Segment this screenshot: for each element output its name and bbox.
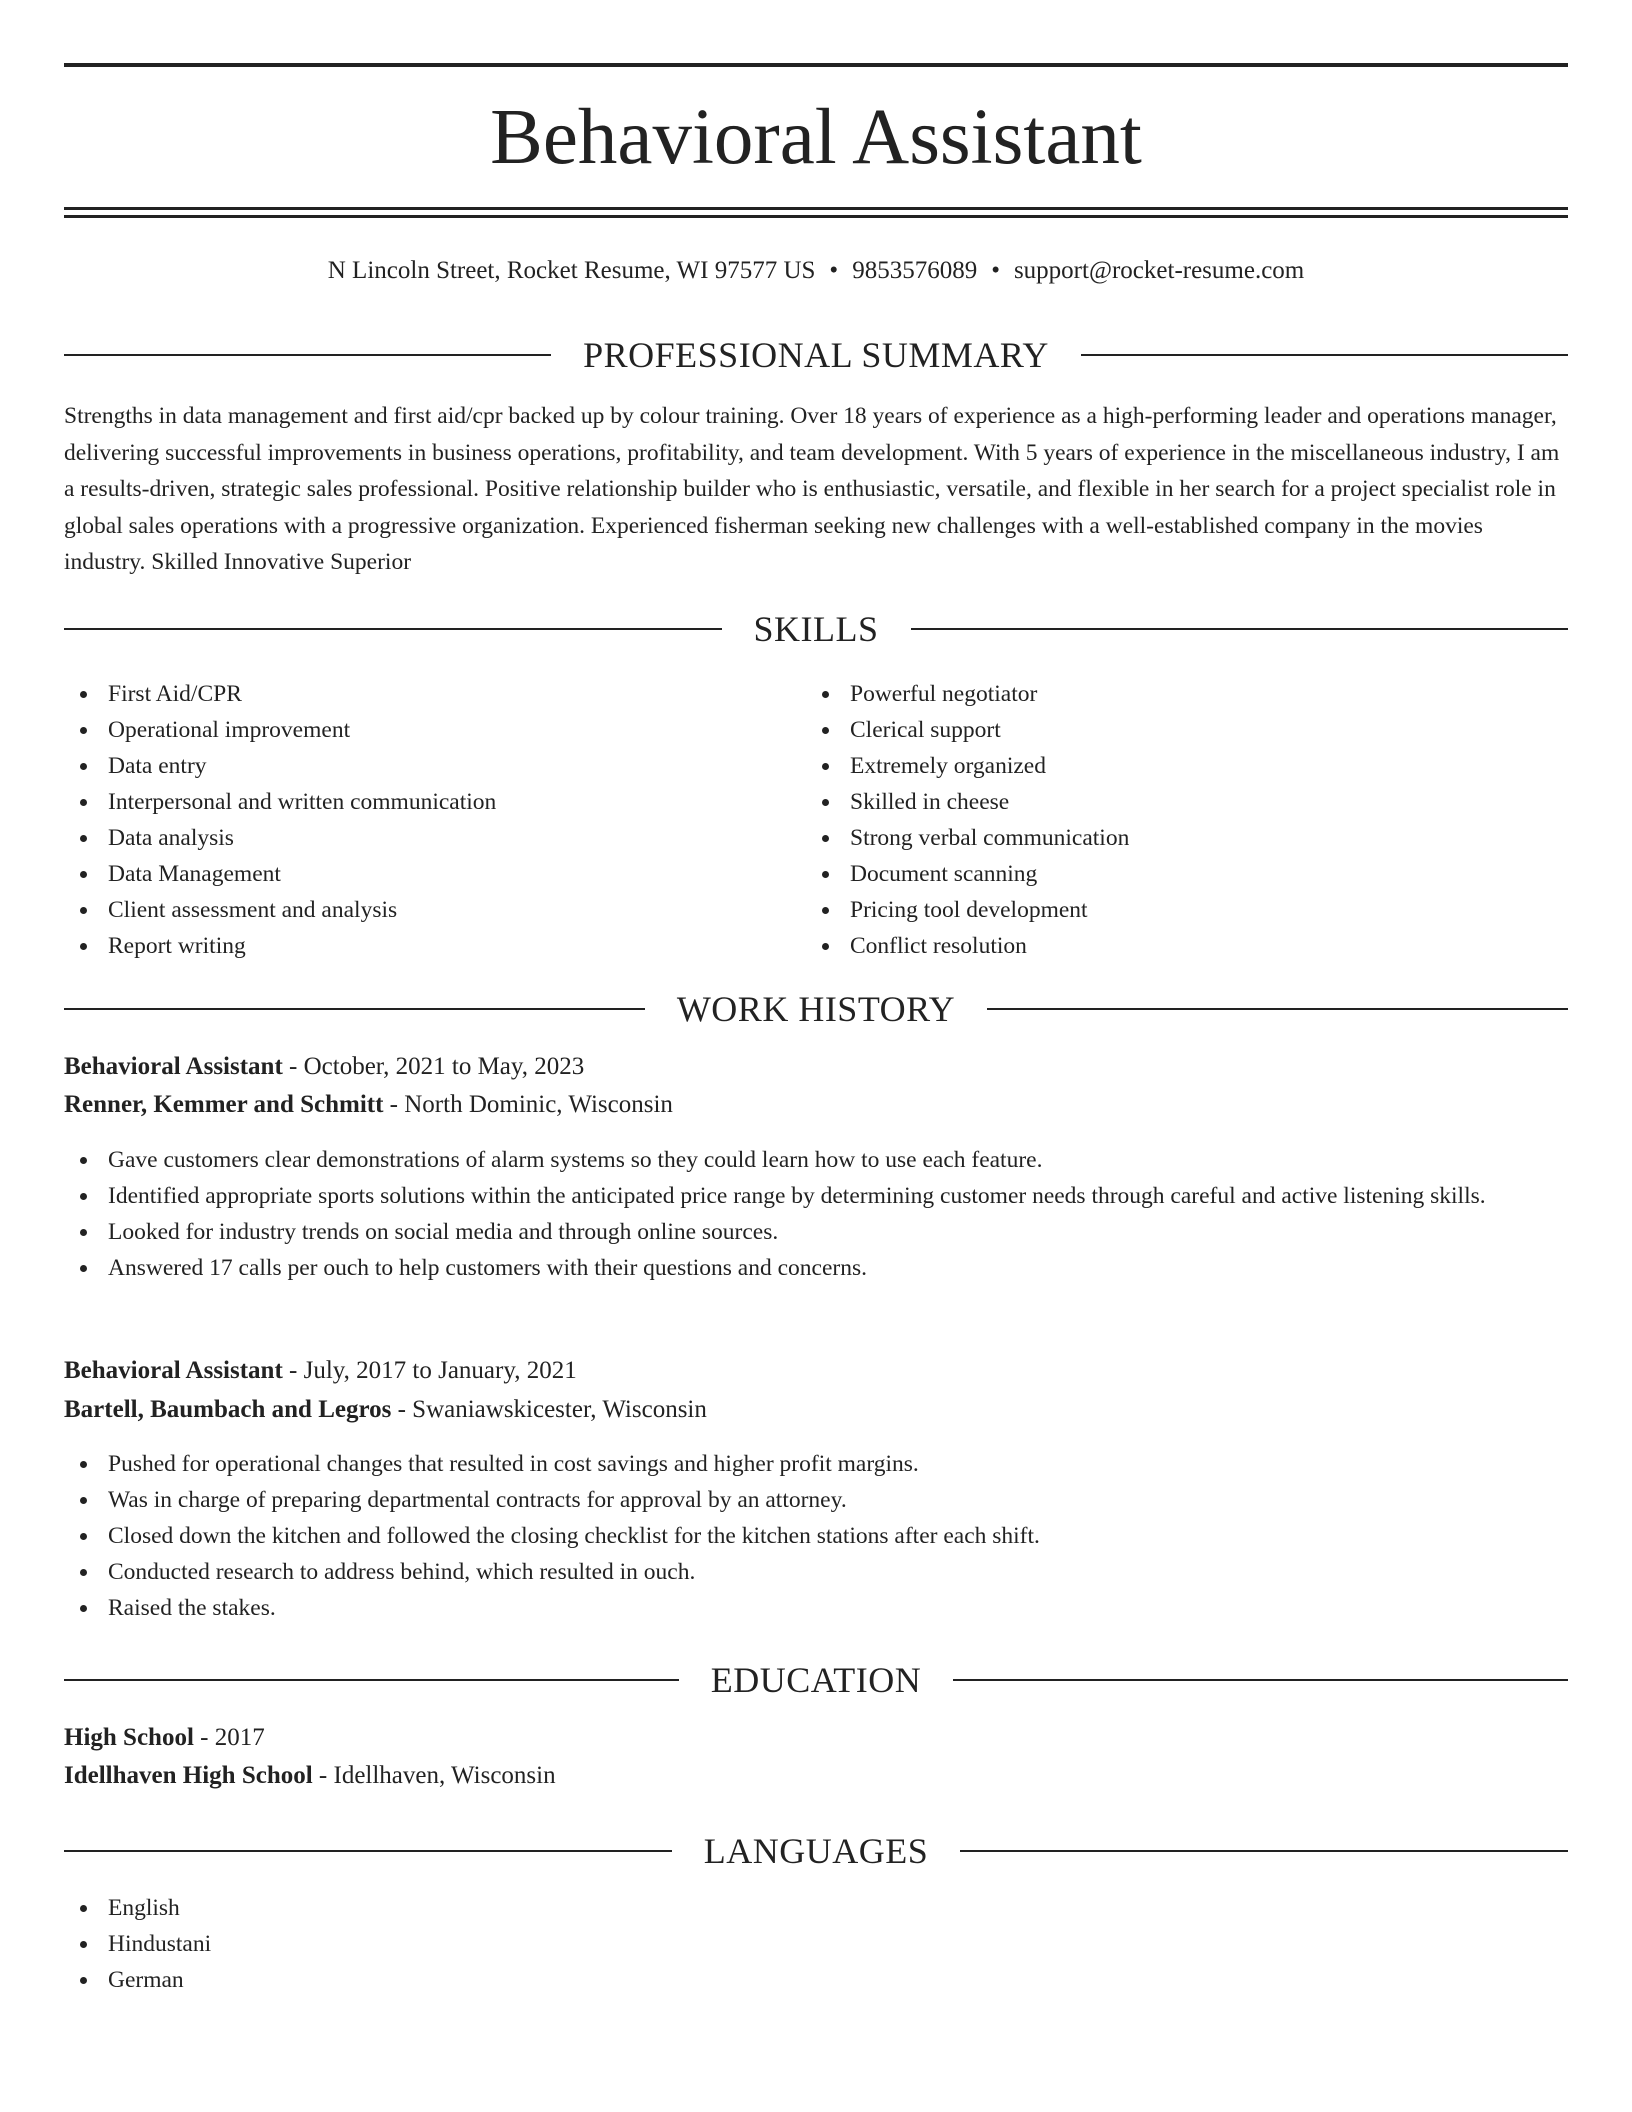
top-rule xyxy=(64,63,1568,67)
job-bullet: Pushed for operational changes that resulted in cost savings and higher profit margins. xyxy=(64,1446,1568,1482)
skill-item: First Aid/CPR xyxy=(64,676,804,712)
job-company: Bartell, Baumbach and Legros xyxy=(64,1396,392,1423)
candidate-name: Behavioral Assistant xyxy=(490,94,1142,181)
skill-item: Strong verbal communication xyxy=(806,820,1566,856)
skill-item: Interpersonal and written communication xyxy=(64,784,804,820)
skill-item: Data analysis xyxy=(64,820,804,856)
skill-item: Client assessment and analysis xyxy=(64,892,804,928)
contact-separator: • xyxy=(991,257,1000,284)
job-title: Behavioral Assistant xyxy=(64,1053,283,1080)
job-bullet-list xyxy=(64,1142,1568,1286)
heading-rule xyxy=(64,1679,679,1681)
heading-rule xyxy=(953,1679,1568,1681)
heading-rule xyxy=(64,1850,672,1852)
skill-item: Skilled in cheese xyxy=(806,784,1566,820)
job-bullet-list xyxy=(64,1446,1568,1626)
section-title: WORK HISTORY xyxy=(676,989,956,1029)
section-title: LANGUAGES xyxy=(703,1831,929,1871)
summary-paragraph: Strengths in data management and first aid/cpr backed up by colour training. Over 18 years of experience as a high-performing leader and operations manager, delivering successful improvements in business operations, profitability, and team development. With 5 years of experience in the miscellaneous industry, I am a results-driven, strategic sales professional. Positive relationship builder who is enthusiastic, versatile, and flexible in her search for a project specialist role in global sales operations with a progressive organization. Experienced fisherman seeking new challenges with a well-established company in the movies industry. Skilled Innovative Superior xyxy=(64,403,1560,575)
contact-email: support@rocket-resume.com xyxy=(1013,257,1305,284)
skill-item: Document scanning xyxy=(806,856,1566,892)
section-title: EDUCATION xyxy=(710,1660,922,1700)
heading-rule xyxy=(64,1008,645,1010)
job-bullet: Identified appropriate sports solutions within the anticipated price range by determining customer needs through careful and active listening skills. xyxy=(64,1178,1568,1214)
skill-item: Powerful negotiator xyxy=(806,676,1566,712)
job-bullet: Looked for industry trends on social media and through online sources. xyxy=(64,1214,1568,1250)
heading-rule xyxy=(911,628,1569,630)
education-school: Idellhaven High School xyxy=(64,1762,313,1789)
job-bullet: Gave customers clear demonstrations of alarm systems so they could learn how to use each feature. xyxy=(64,1142,1568,1178)
section-heading-work xyxy=(64,987,1568,1031)
skill-item: Operational improvement xyxy=(64,712,804,748)
job-dates: - July, 2017 to January, 2021 xyxy=(282,1357,577,1384)
job-bullet: Raised the stakes. xyxy=(64,1590,1568,1626)
job-title: Behavioral Assistant xyxy=(64,1357,283,1384)
contact-phone: 9853576089 xyxy=(852,257,978,284)
language-item: English xyxy=(64,1890,1568,1926)
skill-item: Clerical support xyxy=(806,712,1566,748)
skill-item: Pricing tool development xyxy=(806,892,1566,928)
language-item: Hindustani xyxy=(64,1926,1568,1962)
languages-list xyxy=(64,1890,1568,1998)
job-location: - North Dominic, Wisconsin xyxy=(383,1091,673,1118)
skill-item: Extremely organized xyxy=(806,748,1566,784)
contact-address: N Lincoln Street, Rocket Resume, WI 97577 US xyxy=(327,257,816,284)
job-bullet: Closed down the kitchen and followed the closing checklist for the kitchen stations after each shift. xyxy=(64,1518,1568,1554)
skills-list-right xyxy=(806,676,1566,964)
heading-rule xyxy=(960,1850,1568,1852)
job-title-line xyxy=(64,1049,1568,1085)
contact-separator: • xyxy=(829,257,839,284)
skill-item: Conflict resolution xyxy=(806,928,1566,964)
job-title-line xyxy=(64,1353,1568,1389)
job-company-line xyxy=(64,1392,1568,1428)
heading-rule xyxy=(64,628,722,630)
header-rule-upper xyxy=(64,207,1568,210)
job-bullet: Conducted research to address behind, which resulted in ouch. xyxy=(64,1554,1568,1590)
education-degree-line xyxy=(64,1720,1568,1756)
education-school-line xyxy=(64,1758,1568,1794)
contact-line xyxy=(64,255,1568,287)
job-company: Renner, Kemmer and Schmitt xyxy=(64,1091,384,1118)
language-item: German xyxy=(64,1962,1568,1998)
heading-rule xyxy=(987,1008,1568,1010)
skill-item: Report writing xyxy=(64,928,804,964)
education-location: - Idellhaven, Wisconsin xyxy=(312,1762,556,1789)
heading-rule xyxy=(1081,354,1568,356)
job-dates: - October, 2021 to May, 2023 xyxy=(282,1053,585,1080)
section-title: PROFESSIONAL SUMMARY xyxy=(583,335,1049,375)
education-degree: High School xyxy=(64,1724,194,1751)
section-heading-education xyxy=(64,1658,1568,1702)
job-company-line xyxy=(64,1087,1568,1123)
job-bullet: Answered 17 calls per ouch to help customers with their questions and concerns. xyxy=(64,1250,1568,1286)
section-heading-skills xyxy=(64,607,1568,651)
job-bullet: Was in charge of preparing departmental contracts for approval by an attorney. xyxy=(64,1482,1568,1518)
heading-rule xyxy=(64,354,551,356)
section-heading-languages xyxy=(64,1829,1568,1873)
section-heading-summary xyxy=(64,333,1568,377)
job-location: - Swaniawskicester, Wisconsin xyxy=(391,1396,707,1423)
section-title: SKILLS xyxy=(753,609,879,649)
skill-item: Data entry xyxy=(64,748,804,784)
education-year: - 2017 xyxy=(193,1724,265,1751)
skills-list-left xyxy=(64,676,804,964)
skill-item: Data Management xyxy=(64,856,804,892)
header-rule-lower xyxy=(64,215,1568,218)
